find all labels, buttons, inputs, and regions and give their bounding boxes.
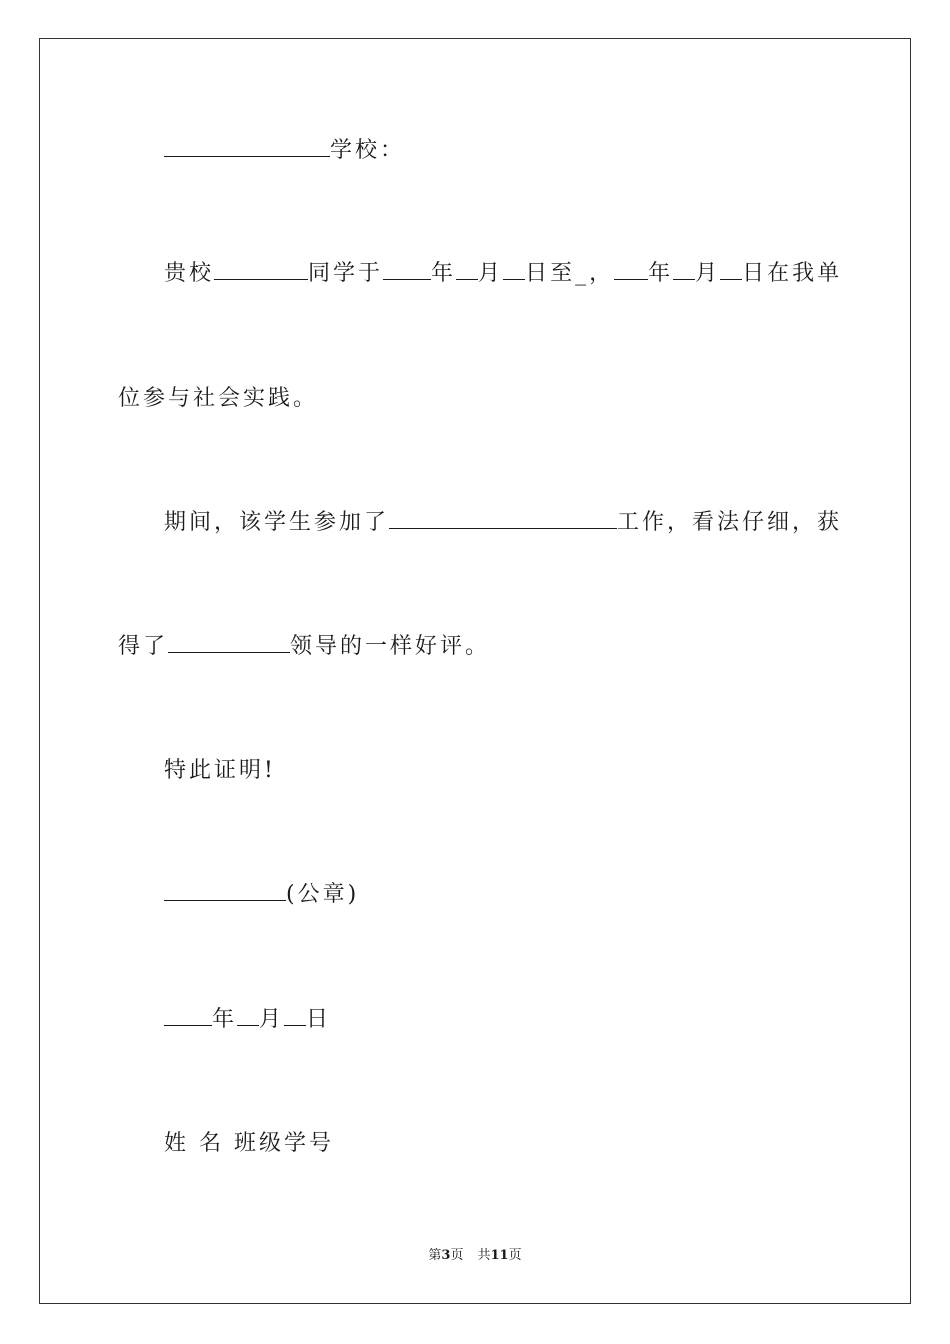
start-month-blank bbox=[456, 259, 478, 280]
page-border bbox=[39, 38, 911, 1304]
paragraph-1-line-1 bbox=[164, 259, 842, 289]
paragraph-2-line-2 bbox=[118, 632, 490, 662]
addressee-line bbox=[164, 136, 405, 166]
footer-page-prefix: 第 bbox=[428, 1248, 442, 1263]
para2-suffix: 工作，看法仔细，获 bbox=[617, 510, 843, 535]
para1-year2: 年 bbox=[648, 261, 674, 286]
start-day-blank bbox=[503, 259, 525, 280]
footer-total-suffix: 页 bbox=[508, 1248, 522, 1263]
end-year-blank bbox=[614, 259, 648, 280]
para1-month1: 月 bbox=[478, 261, 504, 286]
closing-line bbox=[164, 756, 276, 786]
date-month-blank bbox=[237, 1005, 259, 1026]
signature-fields: 姓 名 班级学号 bbox=[164, 1131, 334, 1156]
end-month-blank bbox=[673, 259, 695, 280]
student-name-blank bbox=[214, 259, 308, 280]
date-year-label: 年 bbox=[212, 1007, 238, 1032]
footer-page-suffix: 页 bbox=[450, 1248, 464, 1263]
date-line bbox=[164, 1005, 331, 1035]
footer-total-number: 11 bbox=[490, 1248, 509, 1263]
signature-fields-line bbox=[164, 1129, 334, 1159]
school-blank bbox=[164, 136, 330, 157]
addressee-suffix: 学校： bbox=[330, 138, 406, 163]
seal-line bbox=[164, 880, 359, 910]
para1-text: 同学于 bbox=[308, 261, 384, 286]
para1-month2: 月 bbox=[695, 261, 721, 286]
para1-day2-end: 日在我单 bbox=[742, 261, 843, 286]
footer-total-prefix: 共 bbox=[477, 1248, 491, 1263]
closing-text: 特此证明! bbox=[164, 758, 276, 783]
footer-page-number: 3 bbox=[441, 1248, 451, 1263]
para1-prefix: 贵校 bbox=[164, 261, 215, 286]
para2-cont-suffix: 领导的一样好评。 bbox=[290, 634, 491, 659]
paragraph-1-line-2 bbox=[118, 384, 318, 414]
paragraph-2-line-1 bbox=[164, 508, 842, 538]
para1-year1: 年 bbox=[431, 261, 457, 286]
seal-text: (公章) bbox=[286, 882, 360, 907]
para2-cont-prefix: 得了 bbox=[118, 634, 169, 659]
unit-name-blank bbox=[164, 880, 286, 901]
unit-blank bbox=[168, 632, 290, 653]
date-month-label: 月 bbox=[259, 1007, 285, 1032]
date-year-blank bbox=[164, 1005, 212, 1026]
work-blank bbox=[389, 508, 617, 529]
page-footer bbox=[0, 1247, 950, 1265]
para1-day1-to: 日至_， bbox=[525, 261, 615, 286]
date-day-blank bbox=[284, 1005, 306, 1026]
date-day-label: 日 bbox=[306, 1007, 332, 1032]
start-year-blank bbox=[383, 259, 431, 280]
end-day-blank bbox=[720, 259, 742, 280]
para2-prefix: 期间，该学生参加了 bbox=[164, 510, 390, 535]
para1-continuation: 位参与社会实践。 bbox=[118, 386, 319, 411]
